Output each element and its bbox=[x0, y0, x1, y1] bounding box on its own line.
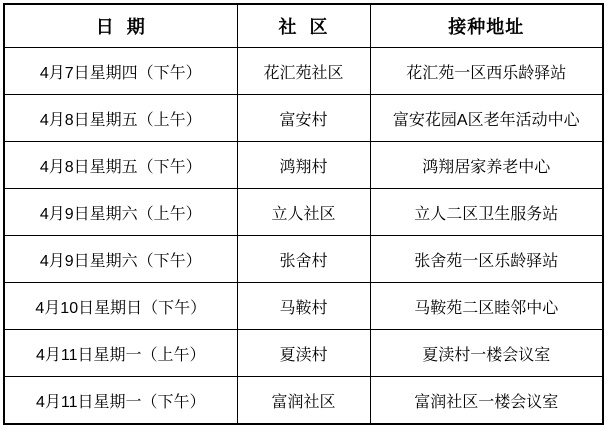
cell-address: 花汇苑一区西乐龄驿站 bbox=[370, 48, 603, 95]
header-cell-date: 日 期 bbox=[4, 4, 237, 48]
cell-date: 4月8日星期五（下午） bbox=[4, 142, 237, 189]
table-row bbox=[4, 283, 603, 330]
cell-community: 马鞍村 bbox=[237, 283, 370, 330]
cell-community: 张舍村 bbox=[237, 236, 370, 283]
cell-date: 4月11日星期一（上午） bbox=[4, 330, 237, 377]
cell-community: 花汇苑社区 bbox=[237, 48, 370, 95]
table-row bbox=[4, 189, 603, 236]
table-row bbox=[4, 142, 603, 189]
cell-date: 4月11日星期一（下午） bbox=[4, 377, 237, 425]
cell-community: 夏渎村 bbox=[237, 330, 370, 377]
cell-address: 夏渎村一楼会议室 bbox=[370, 330, 603, 377]
header-row bbox=[4, 4, 603, 48]
cell-address: 富安花园A区老年活动中心 bbox=[370, 95, 603, 142]
cell-address: 立人二区卫生服务站 bbox=[370, 189, 603, 236]
cell-community: 鸿翔村 bbox=[237, 142, 370, 189]
cell-date: 4月9日星期六（上午） bbox=[4, 189, 237, 236]
header-cell-address: 接种地址 bbox=[370, 4, 603, 48]
header-cell-community: 社 区 bbox=[237, 4, 370, 48]
cell-address: 富润社区一楼会议室 bbox=[370, 377, 603, 425]
cell-community: 富润社区 bbox=[237, 377, 370, 425]
cell-date: 4月10日星期日（下午） bbox=[4, 283, 237, 330]
cell-date: 4月8日星期五（上午） bbox=[4, 95, 237, 142]
cell-address: 鸿翔居家养老中心 bbox=[370, 142, 603, 189]
vaccination-schedule-table bbox=[3, 3, 604, 425]
table-row bbox=[4, 236, 603, 283]
table-row bbox=[4, 377, 603, 425]
cell-date: 4月7日星期四（下午） bbox=[4, 48, 237, 95]
table-row bbox=[4, 95, 603, 142]
table-row bbox=[4, 48, 603, 95]
table-row bbox=[4, 330, 603, 377]
cell-community: 立人社区 bbox=[237, 189, 370, 236]
cell-address: 马鞍苑二区睦邻中心 bbox=[370, 283, 603, 330]
cell-community: 富安村 bbox=[237, 95, 370, 142]
cell-date: 4月9日星期六（下午） bbox=[4, 236, 237, 283]
cell-address: 张舍苑一区乐龄驿站 bbox=[370, 236, 603, 283]
